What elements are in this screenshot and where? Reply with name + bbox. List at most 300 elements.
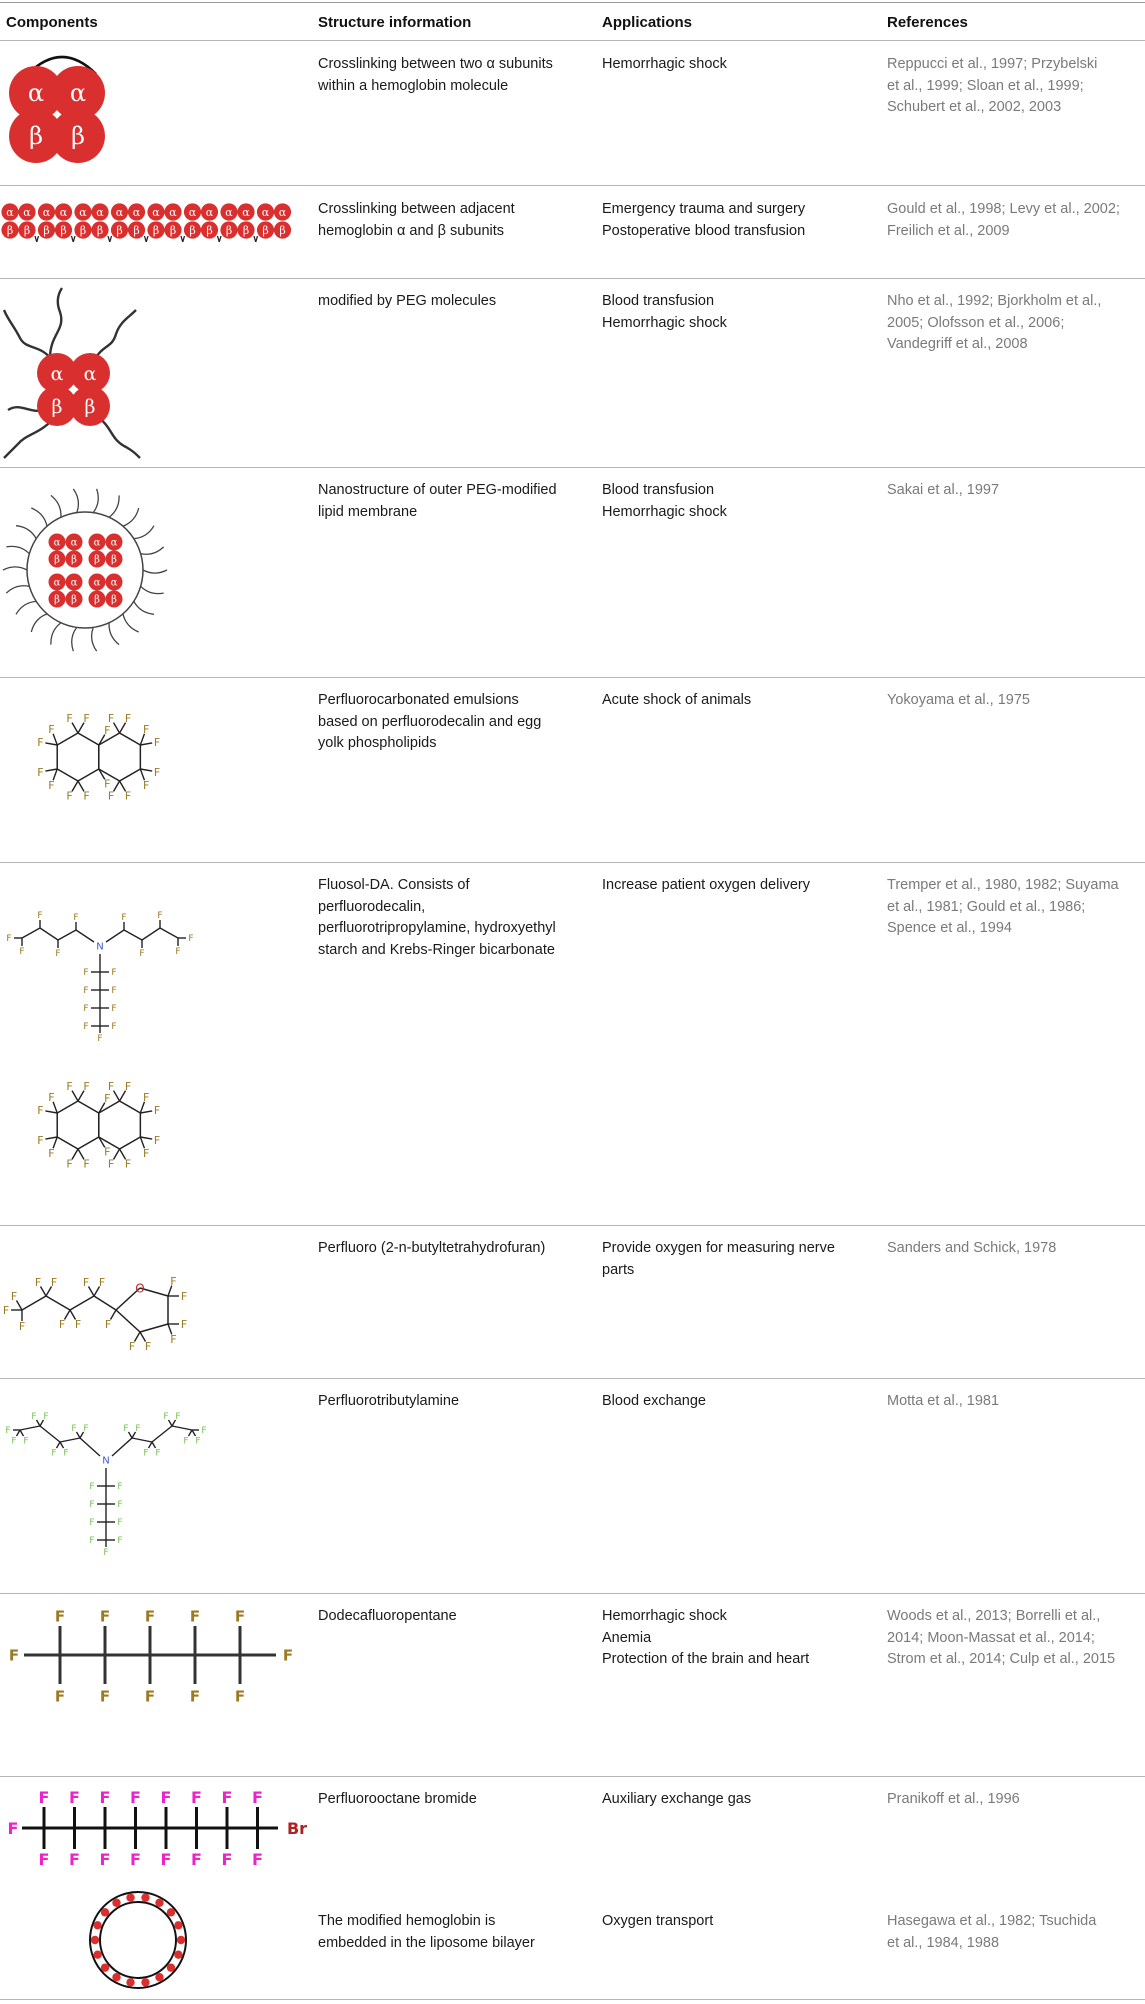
applications-cell: Hemorrhagic shock (602, 56, 727, 72)
bond (72, 723, 78, 733)
atom-f: F (221, 1849, 233, 1869)
structure-cell: Fluosol-DA. Consists of perfluorodecalin, perfluorotripropylamine, hydroxyethyl starch and Krebs-Ringer bicarbonate (318, 877, 556, 958)
atom-f: F (54, 1687, 66, 1706)
atom-f: F (10, 1290, 18, 1304)
atom-f: F (189, 1607, 201, 1626)
applications-cell: Blood transfusion Hemorrhagic shock (602, 293, 727, 331)
embedded-hemoglobin (167, 1908, 175, 1916)
atom-f: F (160, 1849, 172, 1869)
bond (57, 769, 78, 781)
atom-f: F (121, 913, 127, 924)
bond (40, 1426, 60, 1442)
bond (192, 1430, 196, 1436)
outer-bilayer (90, 1892, 186, 1988)
crosslinked-hemoglobin-figure (0, 44, 120, 169)
atom-f: F (34, 1276, 42, 1290)
hemoglobin-liposome-figure (0, 1888, 200, 1996)
beta-label: β (279, 223, 286, 237)
bond (189, 1430, 193, 1436)
structure-cell: Perfluorocarbonated emulsions based on perfluorodecalin and egg yolk phospholipids (318, 692, 542, 751)
peg-chain (6, 586, 29, 593)
beta-label: β (60, 223, 67, 237)
beta-label: β (169, 223, 177, 237)
atom-f: F (66, 789, 73, 803)
atom-f: F (7, 1818, 19, 1838)
atom-f: F (48, 778, 55, 792)
atom-f: F (19, 947, 25, 958)
atom-f: F (104, 777, 111, 791)
alpha-label: α (93, 537, 101, 549)
perfluorodecalin-structure (0, 682, 200, 832)
atom-f: F (124, 1157, 132, 1171)
peg-chain (96, 416, 140, 458)
atom-f: F (282, 1646, 294, 1665)
peg-chain (94, 310, 136, 360)
beta-label: β (51, 396, 63, 418)
atom-f: F (111, 1022, 117, 1033)
bond (76, 930, 94, 942)
atom-f: F (8, 1646, 20, 1665)
applications-cell: Provide oxygen for measuring nerve parts (602, 1240, 835, 1278)
embedded-hemoglobin (126, 1978, 134, 1986)
alpha-label: α (225, 205, 233, 219)
embedded-hemoglobin (93, 1921, 101, 1929)
header-components: Components (6, 14, 98, 31)
alpha-label: α (79, 205, 87, 219)
beta-label: β (79, 223, 87, 237)
bond (124, 930, 142, 940)
row-divider (0, 862, 1145, 863)
bond (40, 928, 58, 940)
perfluorotripropylamine-structure (0, 876, 200, 1045)
atom-f: F (54, 1607, 66, 1626)
alpha-label: α (27, 79, 45, 107)
atom-f: F (153, 1104, 161, 1118)
atom-f: F (170, 1332, 177, 1346)
atom-f: F (117, 1536, 123, 1547)
embedded-hemoglobin (91, 1936, 99, 1944)
row-divider (0, 185, 1145, 186)
beta-label: β (71, 122, 85, 150)
bond (65, 1310, 71, 1320)
peg-chain (92, 627, 97, 651)
atom-f: F (135, 1423, 141, 1434)
alpha-label: α (50, 363, 64, 385)
crosslink-bond (37, 236, 39, 242)
bond (120, 733, 141, 745)
alpha-label: α (70, 537, 78, 549)
alpha-label: α (42, 205, 51, 219)
header-references: References (887, 14, 968, 31)
atom-f: F (66, 1157, 73, 1171)
peg-chain (109, 623, 119, 645)
row-divider (0, 1776, 1145, 1777)
atom-f: F (31, 1411, 37, 1422)
crosslink-bond (110, 236, 112, 242)
alpha-label: α (69, 79, 87, 107)
bond (129, 1432, 133, 1438)
alpha-label: α (6, 205, 14, 219)
atom-f: F (144, 1339, 152, 1353)
row-divider (0, 1378, 1145, 1379)
beta-label: β (71, 594, 77, 606)
beta-label: β (242, 223, 250, 237)
bond (135, 1332, 141, 1342)
atom-f: F (111, 986, 117, 997)
peg-chain (31, 508, 47, 526)
atom-f: F (37, 736, 44, 750)
bond (58, 930, 76, 940)
bond (45, 743, 57, 745)
embedded-hemoglobin (126, 1893, 134, 1901)
alpha-label: α (23, 205, 31, 219)
bond (57, 1137, 78, 1149)
atom-f: F (153, 1133, 161, 1147)
atom-f: F (2, 1303, 10, 1317)
atom-f: F (195, 1436, 201, 1447)
references-cell: Woods et al., 2013; Borrelli et al., 2014; Moon-Massat et al., 2014; Strom et al., 2014; Culp et al., 2015 (887, 1608, 1116, 1667)
atom-f: F (153, 736, 161, 750)
atom-f: F (43, 1411, 49, 1422)
atom-f: F (188, 934, 194, 945)
bond (142, 928, 160, 940)
bond (57, 733, 78, 745)
bond (172, 1426, 192, 1430)
atom-f: F (124, 789, 132, 803)
atom-f: F (189, 1687, 201, 1706)
atom-f: F (5, 1426, 11, 1437)
bond (41, 1286, 47, 1296)
atom-f: F (66, 1080, 73, 1094)
references-cell: Pranikoff et al., 1996 (887, 1791, 1020, 1807)
applications-cell: Acute shock of animals (602, 692, 752, 708)
atom-f: F (128, 1339, 136, 1353)
alpha-label: α (110, 537, 118, 549)
applications-cell: Hemorrhagic shock Anemia Protection of the brain and heart (602, 1608, 810, 1667)
atom-f: F (99, 1687, 111, 1706)
applications-cell: Blood transfusion Hemorrhagic shock (602, 482, 727, 520)
beta-label: β (29, 122, 43, 150)
beta-label: β (43, 223, 50, 237)
references-cell: Gould et al., 1998; Levy et al., 2002; Freilich et al., 2009 (887, 201, 1120, 239)
table-top-rule (0, 2, 1145, 3)
bond (152, 1426, 172, 1442)
embedded-hemoglobin (101, 1963, 109, 1971)
bond (46, 1296, 70, 1310)
atom-f: F (117, 1518, 123, 1529)
applications-cell: Emergency trauma and surgery Postoperative blood transfusion (602, 201, 806, 239)
bond (78, 733, 99, 745)
atom-f: F (163, 1411, 169, 1422)
atom-f: F (83, 1004, 89, 1015)
beta-label: β (133, 223, 140, 237)
atom-f: F (74, 1317, 82, 1331)
atom-n: N (96, 941, 104, 953)
atom-f: F (180, 1289, 188, 1303)
bond (114, 781, 120, 791)
atom-o: O (135, 1281, 145, 1296)
atom-f: F (104, 1092, 111, 1106)
atom-f: F (37, 911, 43, 922)
atom-f: F (103, 1548, 109, 1559)
alpha-label: α (278, 205, 287, 219)
peg-chain (123, 508, 139, 526)
atom-f: F (99, 1787, 111, 1807)
references-cell: Yokoyama et al., 1975 (887, 692, 1030, 708)
bond (120, 1101, 141, 1113)
atom-f: F (11, 1436, 17, 1447)
bond (169, 1420, 173, 1426)
header-structure: Structure information (318, 14, 472, 31)
peg-chain (93, 489, 98, 513)
bond (78, 1101, 99, 1113)
structure-cell: Perfluoro (2-n-butyltetrahydrofuran) (318, 1240, 546, 1256)
peg-chain (73, 489, 78, 513)
alpha-label: α (152, 205, 160, 219)
atom-f: F (139, 949, 145, 960)
row-divider (0, 1593, 1145, 1594)
beta-label: β (94, 594, 100, 606)
bond (106, 930, 124, 942)
atom-f: F (83, 789, 90, 803)
header-rule (0, 40, 1145, 41)
peg-hemoglobin-figure (0, 284, 150, 460)
peg-chain (143, 570, 167, 573)
structure-cell: Perfluorotributylamine (318, 1393, 460, 1409)
embedded-hemoglobin (174, 1921, 182, 1929)
beta-label: β (84, 396, 96, 418)
applications-cell: Oxygen transport (602, 1913, 714, 1929)
perfluorodecalin-structure (0, 1050, 200, 1200)
atom-f: F (104, 724, 111, 738)
atom-f: F (99, 1607, 111, 1626)
atom-f: F (66, 712, 73, 726)
peg-chain (141, 547, 164, 554)
peg-chain (6, 546, 29, 553)
atom-f: F (18, 1319, 26, 1333)
atom-f: F (83, 1022, 89, 1033)
atom-f: F (234, 1607, 246, 1626)
atom-f: F (83, 1423, 89, 1434)
beta-label: β (6, 223, 14, 237)
bond (20, 1430, 24, 1436)
atom-f: F (58, 1317, 66, 1331)
atom-f: F (123, 1423, 129, 1434)
beta-label: β (54, 594, 60, 606)
atom-f: F (89, 1536, 95, 1547)
inner-bilayer (100, 1902, 176, 1978)
alpha-label: α (132, 205, 141, 219)
beta-label: β (71, 554, 77, 566)
structure-cell: The modified hemoglobin is embedded in the liposome bilayer (318, 1913, 535, 1951)
bond (111, 1310, 117, 1320)
embedded-hemoglobin (174, 1951, 182, 1959)
beta-label: β (23, 223, 31, 237)
embedded-hemoglobin (167, 1963, 175, 1971)
alpha-label: α (242, 205, 250, 219)
atom-f: F (252, 1849, 263, 1869)
alpha-label: α (115, 205, 124, 219)
polymerized-hemoglobin-figure (0, 196, 300, 248)
beta-label: β (152, 223, 160, 237)
beta-label: β (189, 223, 196, 237)
bond (114, 723, 120, 733)
bond (132, 1438, 152, 1442)
alpha-label: α (70, 577, 78, 589)
bond (72, 781, 78, 791)
atom-f: F (37, 1104, 44, 1118)
embedded-hemoglobin (177, 1936, 185, 1944)
alpha-label: α (110, 577, 118, 589)
beta-label: β (54, 554, 60, 566)
atom-f: F (83, 986, 89, 997)
applications-cell: Increase patient oxygen delivery (602, 877, 810, 893)
atom-f: F (37, 765, 44, 779)
atom-f: F (83, 968, 89, 979)
applications-cell: Auxiliary exchange gas (602, 1791, 752, 1807)
alpha-label: α (53, 577, 61, 589)
atom-f: F (201, 1426, 207, 1437)
atom-f: F (117, 1482, 123, 1493)
atom-f: F (83, 1080, 90, 1094)
atom-f: F (130, 1787, 141, 1807)
atom-f: F (50, 1276, 58, 1290)
crosslink-bond (73, 236, 75, 242)
embedded-hemoglobin (155, 1899, 163, 1907)
atom-f: F (107, 1080, 115, 1094)
atom-f: F (104, 1317, 112, 1331)
crosslink-bond (183, 236, 185, 242)
atom-f: F (97, 1034, 103, 1045)
peg-chain (51, 495, 61, 517)
bond (60, 1438, 80, 1442)
atom-f: F (143, 778, 150, 792)
bond (94, 1296, 116, 1310)
atom-f: F (38, 1849, 50, 1869)
atom-f: F (107, 1157, 115, 1171)
atom-f: F (155, 1448, 161, 1459)
embedded-hemoglobin (101, 1908, 109, 1916)
bond (160, 928, 178, 938)
peg-chain (141, 586, 164, 593)
alpha-label: α (261, 205, 270, 219)
beta-label: β (262, 223, 269, 237)
alpha-label: α (188, 205, 197, 219)
bond (20, 1426, 40, 1430)
perfluoro-butyltetrahydrofuran-structure (0, 1232, 230, 1352)
table-bottom-rule (0, 1999, 1145, 2000)
bond (89, 1286, 95, 1296)
bond (80, 1438, 100, 1456)
peg-chain (16, 526, 36, 539)
atom-f: F (38, 1787, 50, 1807)
peg-chain (109, 495, 119, 517)
peg-chain (51, 623, 61, 645)
peg-chain (134, 526, 154, 539)
crosslink-bond (256, 236, 258, 242)
atom-f: F (104, 1145, 111, 1159)
atom-f: F (69, 1787, 80, 1807)
beta-label: β (225, 223, 233, 237)
bond (140, 1137, 152, 1139)
dodecafluoropentane-structure (0, 1600, 310, 1710)
beta-label: β (96, 223, 104, 237)
bond (140, 1324, 168, 1332)
bond (57, 1442, 61, 1448)
atom-f: F (83, 712, 90, 726)
atom-f: F (99, 1849, 111, 1869)
atom-f: F (23, 1436, 29, 1447)
beta-label: β (206, 223, 213, 237)
atom-f: F (6, 934, 12, 945)
lipid-membrane (27, 512, 143, 628)
atom-f: F (144, 1687, 156, 1706)
structure-cell: Nanostructure of outer PEG-modified lipid membrane (318, 482, 557, 520)
peg-chain (72, 627, 77, 651)
peg-chain (123, 614, 139, 632)
atom-f: F (98, 1276, 106, 1290)
atom-f: F (144, 1607, 156, 1626)
references-cell: Hasegawa et al., 1982; Tsuchida et al., 1984, 1988 (887, 1913, 1097, 1951)
bond (72, 1091, 78, 1101)
atom-f: F (234, 1687, 246, 1706)
atom-f: F (124, 1080, 132, 1094)
references-cell: Nho et al., 1992; Bjorkholm et al., 2005; Olofsson et al., 2006; Vandegriff et al., 2008 (887, 293, 1102, 352)
perfluorooctane-bromide-structure (0, 1783, 320, 1873)
atom-f: F (143, 1448, 149, 1459)
bond (116, 1310, 140, 1332)
crosslink-bond (146, 236, 148, 242)
bond (112, 1438, 132, 1456)
atom-f: F (130, 1849, 141, 1869)
peg-chain (4, 418, 54, 458)
row-divider (0, 278, 1145, 279)
references-cell: Sakai et al., 1997 (887, 482, 1000, 498)
row-divider (0, 1225, 1145, 1226)
bond (149, 1442, 153, 1448)
bond (120, 769, 141, 781)
atom-f: F (175, 947, 181, 958)
atom-f: F (157, 911, 163, 922)
atom-f: F (111, 968, 117, 979)
atom-f: F (89, 1518, 95, 1529)
peg-chain (134, 601, 154, 614)
perfluorotributylamine-structure (0, 1392, 210, 1572)
bond (152, 1442, 156, 1448)
atom-f: F (143, 1146, 150, 1160)
atom-br: Br (286, 1818, 308, 1838)
embedded-hemoglobin (155, 1973, 163, 1981)
structure-cell: Crosslinking between adjacent hemoglobin α and β subunits (318, 201, 515, 239)
embedded-hemoglobin (141, 1978, 149, 1986)
atom-f: F (89, 1482, 95, 1493)
bond (45, 769, 57, 771)
bond (57, 1101, 78, 1113)
peg-chain (3, 567, 27, 570)
applications-cell: Blood exchange (602, 1393, 706, 1409)
bond (120, 1137, 141, 1149)
atom-f: F (37, 1133, 44, 1147)
bond (60, 1442, 64, 1448)
atom-f: F (252, 1787, 263, 1807)
alpha-label: α (96, 205, 104, 219)
atom-f: F (180, 1317, 188, 1331)
references-cell: Tremper et al., 1980, 1982; Suyama et al., 1981; Gould et al., 1986; Spence et al., 1994 (887, 877, 1119, 936)
peg-chain (31, 614, 47, 632)
atom-f: F (63, 1448, 69, 1459)
structure-cell: Dodecafluoropentane (318, 1608, 457, 1624)
structure-cell: Perfluorooctane bromide (318, 1791, 477, 1807)
